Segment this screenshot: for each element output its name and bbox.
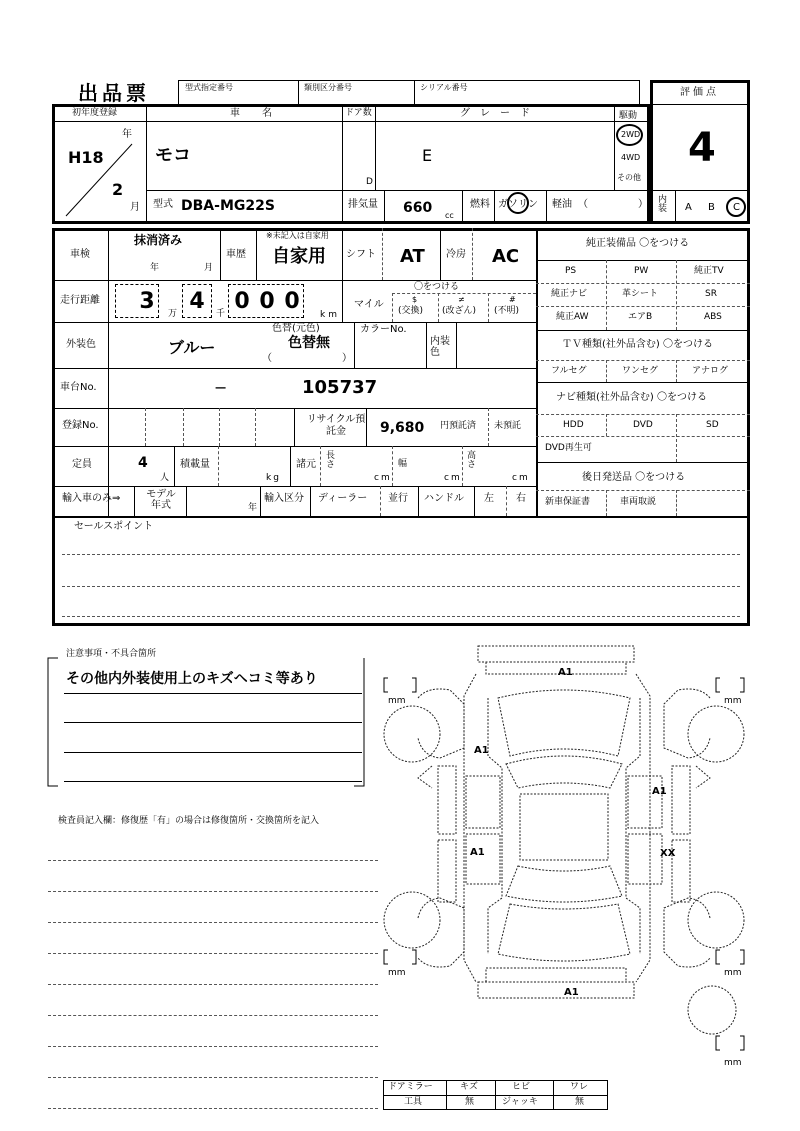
chassis-dash: − <box>214 378 228 397</box>
exterior-color-value: ブルー <box>168 338 216 357</box>
shift-value: AT <box>400 246 425 267</box>
acc-mirror-label: ドアミラー <box>388 1082 433 1092</box>
fuel-diesel: 軽油 <box>552 199 572 210</box>
model-year-label: モデル年式 <box>146 489 176 511</box>
score-value: 4 <box>688 125 716 171</box>
mileage-digit-1: 3 <box>139 289 155 314</box>
interior-grade-a: A <box>685 202 692 213</box>
handle-left: 左 <box>484 493 494 504</box>
doors-unit: D <box>366 177 373 187</box>
acc-tools-value: 無 <box>465 1097 475 1107</box>
acc-scratch-label: キズ <box>460 1082 478 1092</box>
mileage-km-unit: km <box>320 310 340 320</box>
altered-label: (改ざん) <box>442 306 477 316</box>
drive-label: 駆動 <box>619 111 638 121</box>
usage-label: 車歴 <box>226 249 246 260</box>
fuel-label: 燃料 <box>470 199 490 210</box>
equip-pw: PW <box>634 266 649 276</box>
repaint-value: 色替無 <box>288 335 330 351</box>
score-label: 評価点 <box>680 87 719 98</box>
fuel-other-paren: （ ） <box>578 199 648 210</box>
navi-hdd: HDD <box>563 420 584 430</box>
later-manual: 車両取説 <box>620 497 657 507</box>
displacement-value: 660 <box>403 200 433 216</box>
doors-label: ドア数 <box>345 108 372 118</box>
type-designation-label: 型式指定番号 <box>185 83 233 92</box>
acc-break-label: ワレ <box>570 1082 589 1092</box>
navi-sd: SD <box>706 420 719 430</box>
equip-abs: ABS <box>704 312 722 322</box>
sales-point-label: セールスポイント <box>74 521 154 532</box>
unknown-symbol: # <box>509 295 516 304</box>
grade-label: グレード <box>460 108 540 119</box>
header-number-box <box>178 80 640 106</box>
dealer-option: ディーラー <box>318 493 368 504</box>
recycle-value: 9,680 <box>380 420 425 436</box>
model-year-unit: 年 <box>248 503 258 513</box>
width-label: 幅 <box>398 459 408 469</box>
mm-label-spare: mm <box>724 1058 742 1068</box>
chassis-label: 車台No. <box>60 382 97 393</box>
interior-grade-c: C <box>733 202 740 213</box>
grade-value: E <box>422 146 433 165</box>
car-name-value: モコ <box>155 145 191 166</box>
acc-crack-label: ヒビ <box>512 1082 531 1092</box>
tv-analog: アナログ <box>692 366 729 376</box>
damage-mark-right-door: XX <box>660 848 676 859</box>
mm-label-rear-right: mm <box>724 968 742 978</box>
mileage-man-unit: 万 <box>168 309 178 319</box>
first-registration-era-year: H18 <box>68 148 104 167</box>
diagonal-slash <box>60 140 140 220</box>
handle-label: ハンドル <box>424 493 464 504</box>
equip-sr: SR <box>705 289 717 299</box>
month-unit: 月 <box>130 202 140 213</box>
repaint-label: 色替(元色) <box>272 323 320 334</box>
model-label: 型式 <box>153 199 173 210</box>
model-value: DBA-MG22S <box>181 198 275 214</box>
category-label: 類別区分番号 <box>304 83 352 92</box>
form-title: 出品票 <box>78 81 150 105</box>
equip-ps: PS <box>565 266 577 276</box>
navi-title: ナビ種類(社外品含む) 〇をつける <box>556 392 707 403</box>
swap-label: (交換) <box>398 306 424 316</box>
car-damage-diagram <box>378 638 750 1078</box>
recycle-not-deposited: 未預託 <box>494 421 522 431</box>
load-unit: kg <box>266 473 281 483</box>
damage-mark-rear-bumper: A1 <box>564 987 579 998</box>
chassis-number: 105737 <box>302 377 378 398</box>
dimensions-label: 諸元 <box>296 459 316 470</box>
mileage-sen-unit: 千 <box>216 309 226 319</box>
shaken-label: 車検 <box>70 249 90 260</box>
mileage-label: 走行距離 <box>60 295 100 306</box>
shaken-value: 抹消済み <box>134 233 183 247</box>
navi-dvd: DVD <box>633 420 653 430</box>
tv-title: ＴＶ種類(社外品含む) 〇をつける <box>562 339 713 350</box>
inspector-label: 検査員記入欄：修復歴「有」の場合は修復箇所・交換箇所を記入 <box>58 816 320 826</box>
shift-label: シフト <box>346 249 376 260</box>
displacement-label: 排気量 <box>348 199 378 210</box>
mileage-digit-2: 4 <box>189 289 205 314</box>
shaken-month-unit: 月 <box>204 263 214 273</box>
interior-color-label: 内装色 <box>430 336 450 358</box>
drive-other: その他 <box>617 173 641 182</box>
ac-label: 冷房 <box>446 249 466 260</box>
recycle-label: リサイクル預託金 <box>306 414 366 437</box>
acc-jack-label: ジャッキ <box>502 1097 538 1107</box>
fuel-selected-circle <box>507 192 529 214</box>
equipment-title: 純正装備品 〇をつける <box>586 238 690 249</box>
tv-oneseg: ワンセグ <box>622 366 659 376</box>
mile-option: マイル <box>354 299 384 310</box>
equip-airbag: エアB <box>628 312 653 322</box>
mileage-digit-4: 0 <box>259 289 275 314</box>
parallel-option: 並行 <box>388 493 408 504</box>
notes-text: その他内外装使用上のキズヘコミ等あり <box>66 671 318 687</box>
handle-right: 右 <box>516 493 526 504</box>
equip-leather: 革シート <box>622 289 659 299</box>
repaint-paren: （ ） <box>262 353 352 364</box>
length-unit: cm <box>374 473 392 483</box>
capacity-label: 定員 <box>72 459 92 470</box>
fuel-gasoline: ガソリン <box>498 199 538 210</box>
mm-label-front-left: mm <box>388 696 406 706</box>
shaken-year-unit: 年 <box>150 263 160 273</box>
equip-aw: 純正AW <box>556 312 589 322</box>
mileage-circle-note: 〇をつける <box>414 282 460 292</box>
first-registration-label: 初年度登録 <box>72 108 118 118</box>
height-label: 高さ <box>467 451 477 470</box>
mileage-digit-3: 0 <box>234 289 250 314</box>
later-shipment-title: 後日発送品 〇をつける <box>582 472 686 483</box>
import-only-label: 輸入車のみ⇒ <box>62 493 121 504</box>
acc-tools-label: 工具 <box>404 1097 423 1107</box>
displacement-unit: cc <box>445 211 454 220</box>
car-name-label: 車名 <box>230 108 294 119</box>
damage-mark-left-fender: A1 <box>474 745 489 756</box>
year-unit: 年 <box>122 129 132 140</box>
dvd-playback: DVD再生可 <box>545 443 592 453</box>
color-no-label: カラーNo. <box>360 324 407 335</box>
import-class-label: 輸入区分 <box>264 493 304 504</box>
acc-jack-value: 無 <box>575 1097 585 1107</box>
drive-selected-circle <box>616 124 643 146</box>
later-warranty: 新車保証書 <box>545 497 591 507</box>
capacity-value: 4 <box>138 455 148 471</box>
equip-tv: 純正TV <box>694 266 724 276</box>
recycle-deposited: 円預託済 <box>440 421 477 431</box>
mileage-digit-5: 0 <box>284 289 300 314</box>
mm-label-front-right: mm <box>724 696 742 706</box>
registration-label: 登録No. <box>62 420 99 431</box>
unknown-label: (不明) <box>494 306 520 316</box>
damage-mark-front-bumper: A1 <box>558 667 573 678</box>
swap-symbol: $ <box>412 295 418 304</box>
equip-navi: 純正ナビ <box>551 289 588 299</box>
serial-label: シリアル番号 <box>420 83 468 92</box>
drive-4wd: 4WD <box>621 153 641 162</box>
exterior-color-label: 外装色 <box>66 339 96 350</box>
notes-label: 注意事項・不具合箇所 <box>66 649 157 659</box>
first-registration-month: 2 <box>112 180 124 199</box>
interior-grade-b: B <box>708 202 715 213</box>
height-unit: cm <box>512 473 530 483</box>
capacity-unit: 人 <box>160 473 170 483</box>
length-label: 長さ <box>326 451 336 470</box>
interior-selected-circle <box>726 197 746 217</box>
interior-label: 内装 <box>658 195 668 214</box>
drive-2wd: 2WD <box>621 130 641 139</box>
damage-mark-left-door: A1 <box>470 847 485 858</box>
damage-mark-right-rear-door: A1 <box>652 786 667 797</box>
width-unit: cm <box>444 473 462 483</box>
altered-symbol: ≠ <box>458 295 465 304</box>
usage-note: ※未記入は自家用 <box>266 231 329 240</box>
load-label: 積載量 <box>180 459 210 470</box>
mm-label-rear-left: mm <box>388 968 406 978</box>
tv-fullseg: フルセグ <box>551 366 587 376</box>
ac-value: AC <box>492 246 520 267</box>
usage-value: 自家用 <box>272 246 326 267</box>
